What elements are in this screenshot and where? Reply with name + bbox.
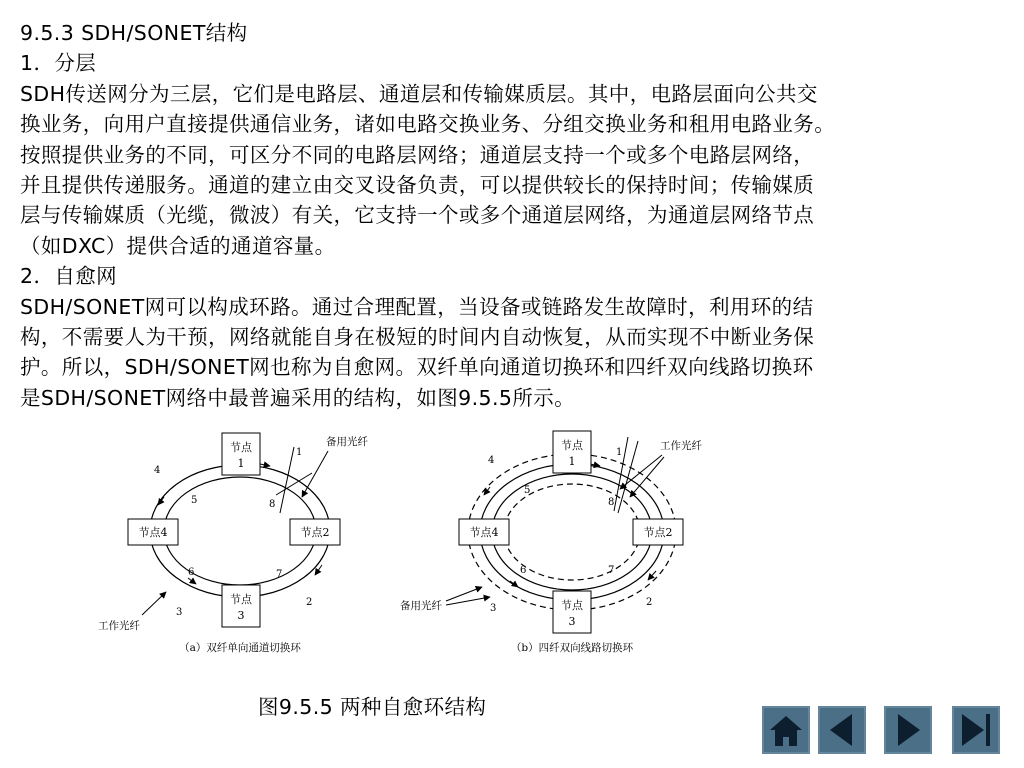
slide-text: [20, 18, 1010, 413]
home-button[interactable]: [762, 706, 810, 754]
node-1-label: 节点: [230, 441, 252, 454]
text-line: SDH传送网分为三层，它们是电路层、通道层和传输媒质层。其中，电路层面向公共交: [20, 81, 818, 106]
fiber-number: 6: [188, 567, 195, 578]
node-1-number: 1: [568, 455, 576, 468]
text-line: 构，不需要人为干预，网络就能自身在极短的时间内自动恢复，从而实现不中断业务保: [20, 324, 815, 349]
fiber-number: 7: [276, 569, 283, 580]
figure-a-caption: （a）双纤单向通道切换环: [179, 642, 301, 654]
previous-button[interactable]: [818, 706, 866, 754]
node-4-label: 节点4: [469, 526, 499, 539]
fiber-number: 5: [191, 495, 198, 506]
fiber-number: 3: [490, 603, 497, 614]
node-3-label: 节点: [561, 599, 583, 612]
text-line: 护。所以，SDH/SONET网也称为自愈网。双纤单向通道切换环和四纤双向线路切换环: [20, 355, 814, 380]
text-line: 是SDH/SONET网络中最普遍采用的结构，如图9.5.5所示。: [20, 385, 576, 410]
node-2-label: 节点2: [643, 526, 673, 539]
text-line: SDH/SONET网可以构成环路。通过合理配置，当设备或链路发生故障时，利用环的结: [20, 294, 814, 319]
fiber-number: 4: [154, 465, 161, 476]
figure-b-caption: （b）四纤双向线路切换环: [510, 642, 634, 654]
node-1-label: 节点: [561, 439, 583, 452]
home-icon: [762, 706, 810, 754]
text-line: 换业务，向用户直接提供通信业务，诸如电路交换业务、分组交换业务和租用电路业务。: [20, 112, 836, 137]
text-line: 层与传输媒质（光缆，微波）有关，它支持一个或多个通道层网络，为通道层网络节点: [20, 203, 815, 228]
subheading-layers: 1．分层: [20, 51, 97, 76]
fiber-number: 5: [524, 485, 531, 496]
fiber-number: 2: [306, 597, 313, 608]
fiber-number: 8: [608, 497, 615, 508]
previous-icon: [818, 706, 866, 754]
fiber-number: 1: [296, 447, 303, 458]
node-2-label: 节点2: [300, 526, 330, 539]
node-3-number: 3: [568, 615, 576, 628]
last-icon: [952, 706, 1000, 754]
next-button[interactable]: [884, 706, 932, 754]
working-fiber-label: 工作光纤: [660, 440, 702, 452]
node-4-label: 节点4: [138, 526, 168, 539]
text-line: 并且提供传递服务。通道的建立由交叉设备负责，可以提供较长的保持时间；传输媒质: [20, 172, 815, 197]
fiber-number: 3: [176, 607, 183, 618]
fiber-number: 1: [616, 447, 623, 458]
fiber-number: 4: [488, 455, 495, 466]
fiber-number: 7: [608, 565, 615, 576]
figure-title: 图9.5.5 两种自愈环结构: [258, 695, 487, 719]
subheading-self-healing: 2．自愈网: [20, 264, 118, 289]
fiber-number: 8: [269, 499, 276, 510]
ring-diagram-b: [400, 431, 702, 654]
next-icon: [884, 706, 932, 754]
self-healing-ring-figure: [90, 425, 730, 665]
fiber-number: 2: [646, 597, 653, 608]
node-1-number: 1: [237, 457, 245, 470]
text-line: 按照提供业务的不同，可区分不同的电路层网络；通道层支持一个或多个电路层网络，: [20, 142, 815, 167]
ring-diagram-a: [98, 433, 368, 654]
fiber-number: 6: [520, 565, 527, 576]
last-button[interactable]: [952, 706, 1000, 754]
node-3-number: 3: [237, 609, 245, 622]
working-fiber-label: 工作光纤: [98, 620, 140, 632]
spare-fiber-label: 备用光纤: [400, 600, 442, 612]
text-line: （如DXC）提供合适的通道容量。: [20, 233, 336, 258]
spare-fiber-label: 备用光纤: [326, 436, 368, 448]
node-3-label: 节点: [230, 593, 252, 606]
section-heading: 9.5.3 SDH/SONET结构: [20, 21, 248, 45]
